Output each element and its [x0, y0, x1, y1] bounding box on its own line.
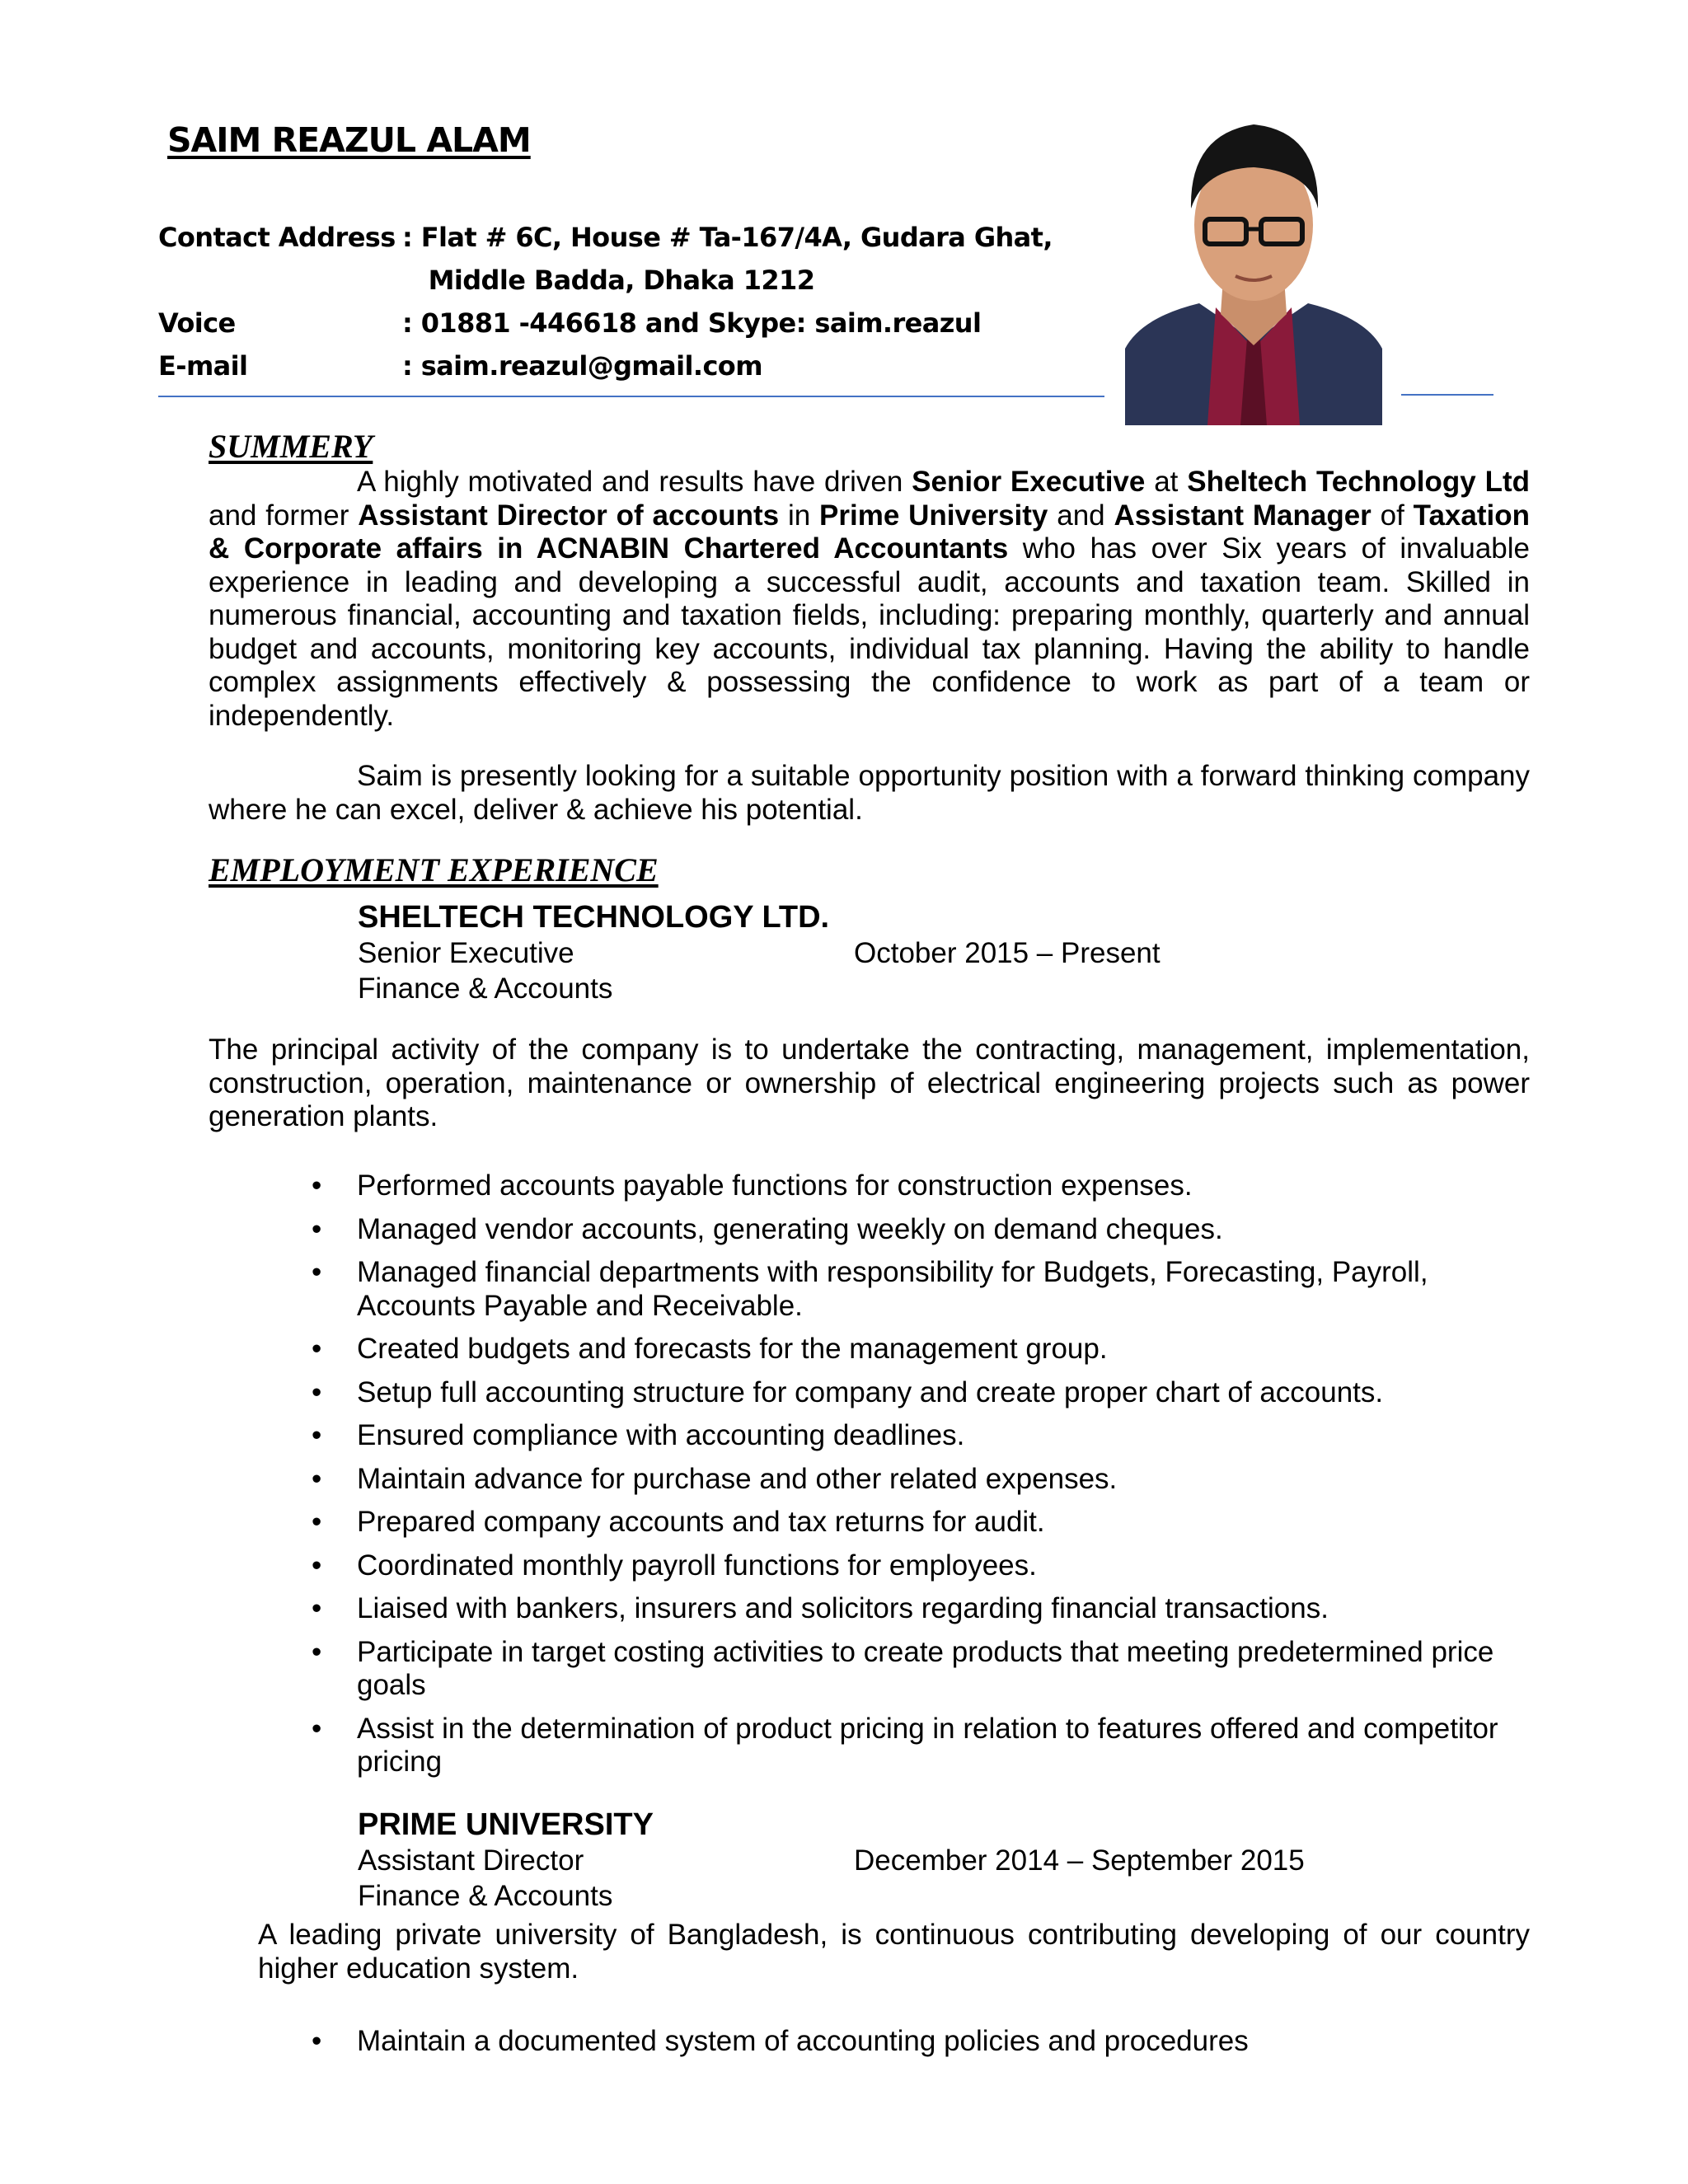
bullet-text: Assist in the determination of product pricing in relation to features offered and competitor pricing	[357, 1712, 1498, 1778]
bullet-icon: •	[312, 1333, 322, 1365]
bullet-icon: •	[312, 1169, 322, 1202]
contact-value: : Flat # 6C, House # Ta-167/4A, Gudara Ghat,	[402, 222, 1053, 253]
contact-label: Contact Address	[158, 222, 396, 253]
bullet-text: Participate in target costing activities to create products that meeting predetermined price goals	[357, 1635, 1494, 1701]
job-company: PRIME UNIVERSITY	[358, 1807, 654, 1842]
bullet-item	[209, 1376, 1530, 1410]
summary-heading: SUMMERY	[209, 428, 373, 465]
bullet-icon: •	[312, 1212, 322, 1245]
job-header	[358, 1807, 1429, 1914]
bullet-icon: •	[312, 1635, 322, 1668]
job-department: Finance & Accounts	[358, 1880, 613, 1912]
contact-value: : saim.reazul@gmail.com	[402, 350, 762, 382]
bullet-text: Coordinated monthly payroll functions for employees.	[357, 1549, 1037, 1582]
header-divider	[158, 396, 1104, 397]
summary-bold-text: Assistant Director of accounts	[358, 499, 780, 532]
bullet-icon: •	[312, 1462, 322, 1495]
bullet-icon: •	[312, 1549, 322, 1582]
bullet-text: Managed vendor accounts, generating weekly on demand cheques.	[357, 1212, 1223, 1245]
contact-value: Middle Badda, Dhaka 1212	[402, 265, 815, 296]
job-company: SHELTECH TECHNOLOGY LTD.	[358, 900, 830, 935]
bullet-item	[209, 2025, 1530, 2059]
bullet-item	[209, 1169, 1530, 1203]
contact-label: E-mail	[158, 350, 248, 382]
bullet-item	[209, 1506, 1530, 1540]
bullet-text: Liaised with bankers, insurers and solicitors regarding financial transactions.	[357, 1592, 1329, 1624]
bullet-icon: •	[312, 1592, 322, 1624]
bullet-icon: •	[312, 1376, 322, 1408]
job-bullet-list	[209, 2025, 1530, 2069]
summary-text-2: Saim is presently looking for a suitable opportunity position with a forward thinking company where he can excel, deliver & achieve his potential.	[209, 760, 1530, 826]
profile-photo	[1125, 101, 1382, 425]
bullet-text: Managed financial departments with responsibility for Budgets, Forecasting, Payroll, Accounts Payable and Receivable.	[357, 1256, 1428, 1322]
bullet-text: Ensured compliance with accounting deadlines.	[357, 1419, 965, 1451]
resume-name: SAIM REAZUL ALAM	[167, 120, 531, 160]
bullet-text: Maintain advance for purchase and other related expenses.	[357, 1462, 1118, 1495]
job-dates: October 2015 – Present	[854, 937, 1160, 969]
job-description: A leading private university of Bangladesh, is continuous contributing developing of our country higher education system.	[258, 1919, 1530, 1985]
summary-paragraph-1	[209, 466, 1530, 733]
bullet-text: Setup full accounting structure for company and create proper chart of accounts.	[357, 1376, 1384, 1408]
summary-paragraph-2	[209, 760, 1530, 827]
job-title: Senior Executive	[358, 937, 574, 969]
summary-text-run: in	[779, 499, 820, 532]
bullet-item	[209, 1463, 1530, 1497]
job-department: Finance & Accounts	[358, 972, 613, 1005]
bullet-icon: •	[312, 2025, 322, 2057]
summary-bold-text: Assistant Manager	[1114, 499, 1372, 532]
bullet-icon: •	[312, 1256, 322, 1288]
contact-value: : 01881 -446618 and Skype: saim.reazul	[402, 307, 982, 339]
bullet-item	[209, 1549, 1530, 1583]
bullet-item	[209, 1256, 1530, 1323]
summary-text-run: A highly motivated and results have driven	[357, 466, 912, 498]
bullet-text: Prepared company accounts and tax returns for audit.	[357, 1506, 1045, 1538]
summary-bold-text: Senior Executive	[912, 466, 1146, 498]
bullet-text: Performed accounts payable functions for construction expenses.	[357, 1169, 1193, 1202]
job-title-line	[358, 1843, 1429, 1878]
summary-bold-text: Taxation & Corporate affairs in ACNABIN Chartered Accountants	[209, 499, 1530, 565]
summary-text	[209, 466, 1530, 732]
header-divider-right	[1401, 394, 1493, 396]
summary-text-run: at	[1145, 466, 1188, 498]
job-title: Assistant Director	[358, 1844, 584, 1877]
bullet-item	[209, 1636, 1530, 1703]
bullet-item	[209, 1592, 1530, 1626]
job-description: The principal activity of the company is to undertake the contracting, management, implementation, construction, operation, maintenance or ownership of electrical engineering projects such as power generation plants.	[209, 1033, 1530, 1132]
summary-text-run: who has over Six years of invaluable experience in leading and developing a successful audit, accounts and taxation team. Skilled in numerous financial, accounting and taxation fields, including: preparing monthly, quarterly and annual budget and accounts, monitoring key accounts, individual tax planning. Having the ability to handle complex assignments effectively & possessing the confidence to work as part of a team or independently.	[209, 532, 1530, 732]
bullet-icon: •	[312, 1419, 322, 1451]
employment-heading: EMPLOYMENT EXPERIENCE	[209, 851, 659, 888]
bullet-text: Maintain a documented system of accounting policies and procedures	[357, 2025, 1249, 2057]
bullet-item	[209, 1419, 1530, 1453]
bullet-icon: •	[312, 1712, 322, 1745]
job-dates: December 2014 – September 2015	[854, 1844, 1305, 1877]
job-header	[358, 900, 1347, 1006]
contact-label: Voice	[158, 307, 236, 339]
summary-bold-text: Sheltech Technology Ltd	[1187, 466, 1530, 498]
summary-bold-text: Prime University	[819, 499, 1048, 532]
job-title-line	[358, 935, 1347, 971]
bullet-icon: •	[312, 1506, 322, 1538]
summary-text-run: and former	[209, 499, 359, 532]
summary-text-run: and	[1048, 499, 1114, 532]
bullet-item	[209, 1713, 1530, 1779]
bullet-item	[209, 1213, 1530, 1247]
job-bullet-list	[209, 1169, 1530, 1789]
bullet-item	[209, 1333, 1530, 1366]
summary-text-run: of	[1371, 499, 1414, 532]
bullet-text: Created budgets and forecasts for the management group.	[357, 1333, 1108, 1365]
